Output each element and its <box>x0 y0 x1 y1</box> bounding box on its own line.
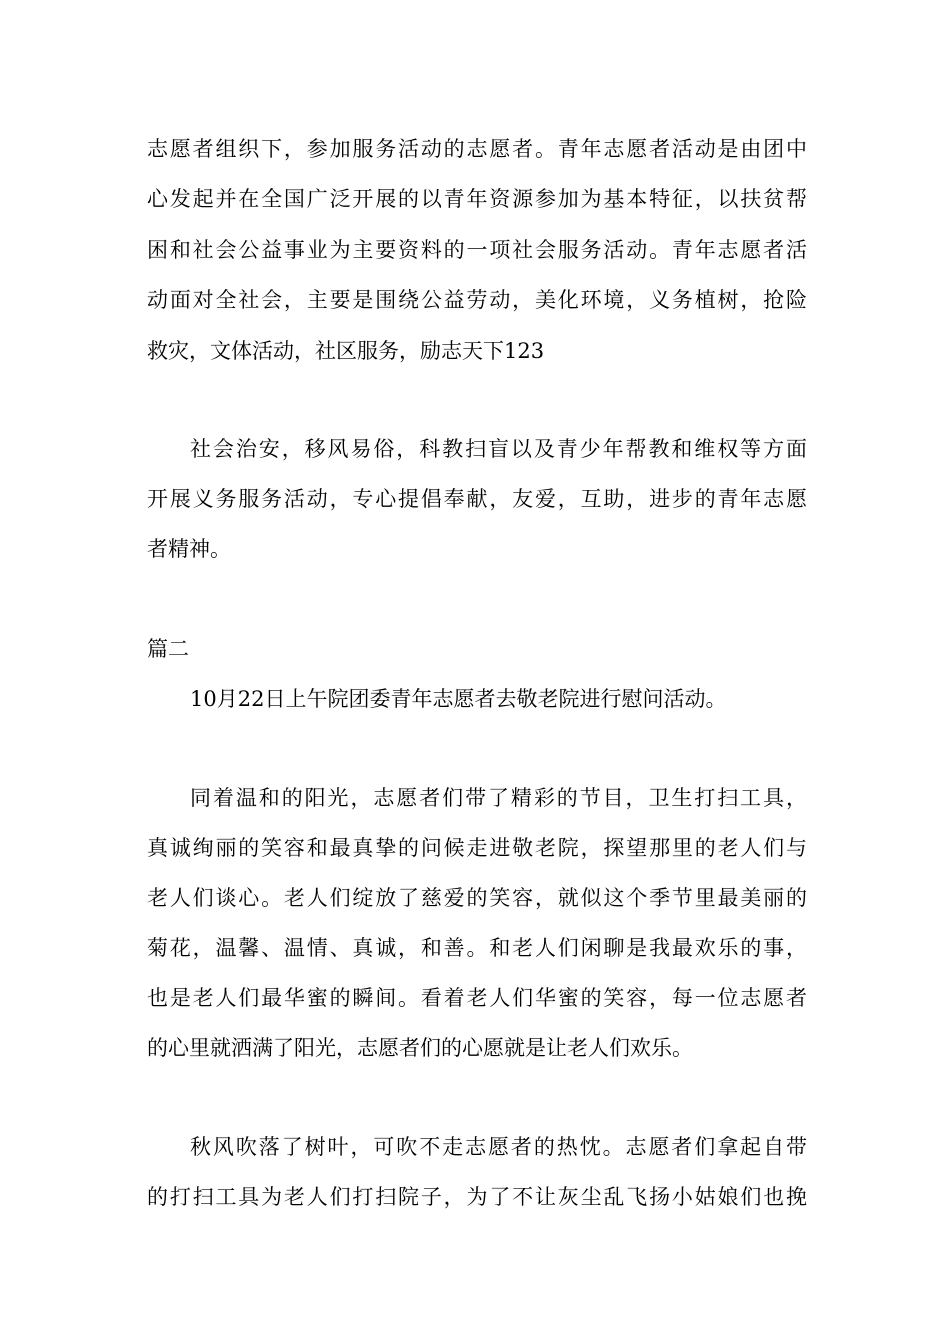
text-line: 心发起并在全国广泛开展的以青年资源参加为基本特征，以扶贫帮 <box>147 187 807 211</box>
text-line: 同着温和的阳光，志愿者们带了精彩的节目，卫生打扫工具， <box>190 786 807 810</box>
text-line: 10月22日上午院团委青年志愿者去敬老院进行慰问活动。 <box>190 687 727 711</box>
text-line: 志愿者组织下，参加服务活动的志愿者。青年志愿者活动是由团中 <box>147 137 807 161</box>
text-line: 困和社会公益事业为主要资料的一项社会服务活动。青年志愿者活 <box>147 238 807 262</box>
text-line: 社会治安，移风易俗，科教扫盲以及青少年帮教和维权等方面 <box>190 437 807 461</box>
text-line: 老人们谈心。老人们绽放了慈爱的笑容，就似这个季节里最美丽的 <box>147 886 807 910</box>
section-heading: 篇二 <box>147 637 189 661</box>
text-line: 真诚绚丽的笑容和最真挚的问候走进敬老院，探望那里的老人们与 <box>147 836 807 860</box>
text-line: 菊花，温馨、温情、真诚，和善。和老人们闲聊是我最欢乐的事， <box>147 936 807 960</box>
text-line: 者精神。 <box>147 537 231 561</box>
text-line: 救灾，文体活动，社区服务，励志天下123 <box>147 339 545 363</box>
text-line: 的打扫工具为老人们打扫院子，为了不让灰尘乱飞扬小姑娘们也挽 <box>147 1185 807 1209</box>
text-line: 的心里就洒满了阳光，志愿者们的心愿就是让老人们欢乐。 <box>147 1036 693 1060</box>
text-line: 秋风吹落了树叶，可吹不走志愿者的热忱。志愿者们拿起自带 <box>190 1135 807 1159</box>
text-line: 动面对全社会，主要是围绕公益劳动，美化环境，义务植树，抢险 <box>147 288 807 312</box>
text-line: 开展义务服务活动，专心提倡奉献，友爱，互助，进步的青年志愿 <box>147 487 807 511</box>
text-line: 也是老人们最华蜜的瞬间。看着老人们华蜜的笑容，每一位志愿者 <box>147 986 807 1010</box>
